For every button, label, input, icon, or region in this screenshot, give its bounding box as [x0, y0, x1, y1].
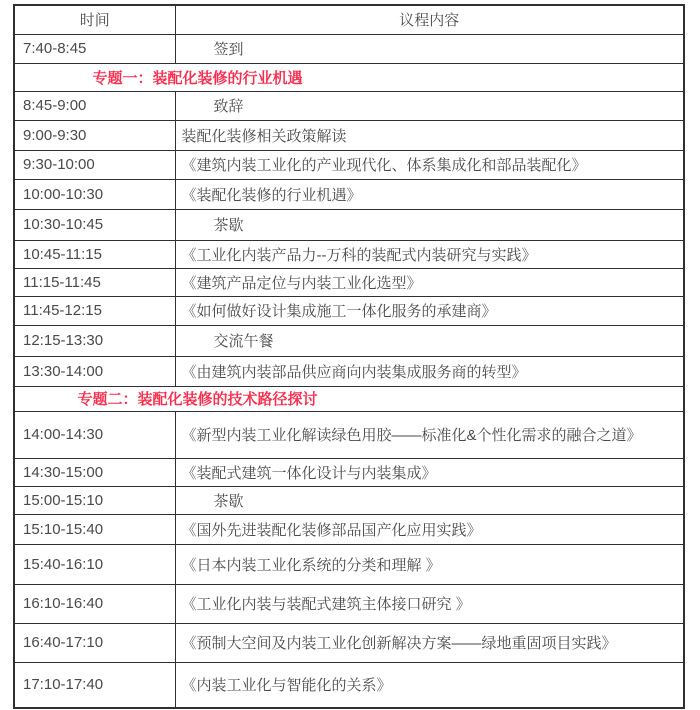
- agenda-row: [14, 662, 684, 708]
- agenda-row: [14, 411, 684, 458]
- agenda-row: [14, 356, 684, 386]
- agenda-content-cell: 《内装工业化与智能化的关系》: [175, 662, 684, 708]
- time-cell: 17:10-17:40: [14, 662, 175, 708]
- agenda-content-cell: 《建筑产品定位与内装工业化选型》: [175, 268, 684, 296]
- agenda-row: [14, 179, 684, 209]
- time-cell: 16:40-17:10: [14, 623, 175, 662]
- agenda-content-cell: 《装配化装修的行业机遇》: [175, 179, 684, 209]
- agenda-content-cell: 装配化装修相关政策解读: [175, 120, 684, 150]
- agenda-row: [14, 584, 684, 623]
- agenda-table: [13, 4, 685, 709]
- content-column-header: 议程内容: [175, 5, 684, 34]
- time-cell: 10:00-10:30: [14, 179, 175, 209]
- time-cell: 14:30-15:00: [14, 458, 175, 486]
- agenda-content-cell: 致辞: [175, 91, 684, 120]
- time-cell: 13:30-14:00: [14, 356, 175, 386]
- time-cell: 12:15-13:30: [14, 325, 175, 356]
- section-row: [14, 386, 684, 411]
- time-cell: 15:00-15:10: [14, 486, 175, 514]
- section-row: [14, 63, 684, 91]
- agenda-content-cell: 茶歇: [175, 209, 684, 240]
- agenda-content-cell: 《由建筑内装部品供应商向内装集成服务商的转型》: [175, 356, 684, 386]
- header-row: [14, 5, 684, 34]
- agenda-row: [14, 34, 684, 63]
- time-cell: 11:15-11:45: [14, 268, 175, 296]
- agenda-content-cell: 签到: [175, 34, 684, 63]
- agenda-row: [14, 544, 684, 584]
- time-cell: 15:40-16:10: [14, 544, 175, 584]
- time-cell: 10:30-10:45: [14, 209, 175, 240]
- agenda-content-cell: 《日本内装工业化系统的分类和理解 》: [175, 544, 684, 584]
- agenda-row: [14, 325, 684, 356]
- agenda-row: [14, 120, 684, 150]
- agenda-content-cell: 《装配式建筑一体化设计与内装集成》: [175, 458, 684, 486]
- time-cell: 9:30-10:00: [14, 150, 175, 179]
- agenda-content-cell: 《工业化内装产品力--万科的装配式内装研究与实践》: [175, 240, 684, 268]
- time-column-header: 时间: [14, 5, 175, 34]
- agenda-table-header: [14, 5, 684, 34]
- agenda-row: [14, 150, 684, 179]
- agenda-content-cell: 《如何做好设计集成施工一体化服务的承建商》: [175, 296, 684, 325]
- agenda-content-cell: 交流午餐: [175, 325, 684, 356]
- section-title: 专题一：装配化装修的行业机遇: [14, 63, 684, 91]
- time-cell: 9:00-9:30: [14, 120, 175, 150]
- agenda-row: [14, 623, 684, 662]
- agenda-content-cell: 《新型内装工业化解读绿色用胶——标准化&个性化需求的融合之道》: [175, 411, 684, 458]
- time-cell: 14:00-14:30: [14, 411, 175, 458]
- time-cell: 7:40-8:45: [14, 34, 175, 63]
- agenda-row: [14, 209, 684, 240]
- time-cell: 8:45-9:00: [14, 91, 175, 120]
- agenda-row: [14, 268, 684, 296]
- agenda-row: [14, 240, 684, 268]
- time-cell: 11:45-12:15: [14, 296, 175, 325]
- section-title: 专题二：装配化装修的技术路径探讨: [14, 386, 684, 411]
- agenda-content-cell: 《预制大空间及内装工业化创新解决方案——绿地重固项目实践》: [175, 623, 684, 662]
- agenda-content-cell: 《建筑内装工业化的产业现代化、体系集成化和部品装配化》: [175, 150, 684, 179]
- agenda-content-cell: 《国外先进装配化装修部品国产化应用实践》: [175, 514, 684, 544]
- agenda-row: [14, 514, 684, 544]
- agenda-table-body: [14, 34, 684, 708]
- time-cell: 16:10-16:40: [14, 584, 175, 623]
- agenda-content-cell: 《工业化内装与装配式建筑主体接口研究 》: [175, 584, 684, 623]
- time-cell: 10:45-11:15: [14, 240, 175, 268]
- agenda-row: [14, 91, 684, 120]
- agenda-row: [14, 458, 684, 486]
- agenda-row: [14, 486, 684, 514]
- agenda-row: [14, 296, 684, 325]
- time-cell: 15:10-15:40: [14, 514, 175, 544]
- agenda-content-cell: 茶歇: [175, 486, 684, 514]
